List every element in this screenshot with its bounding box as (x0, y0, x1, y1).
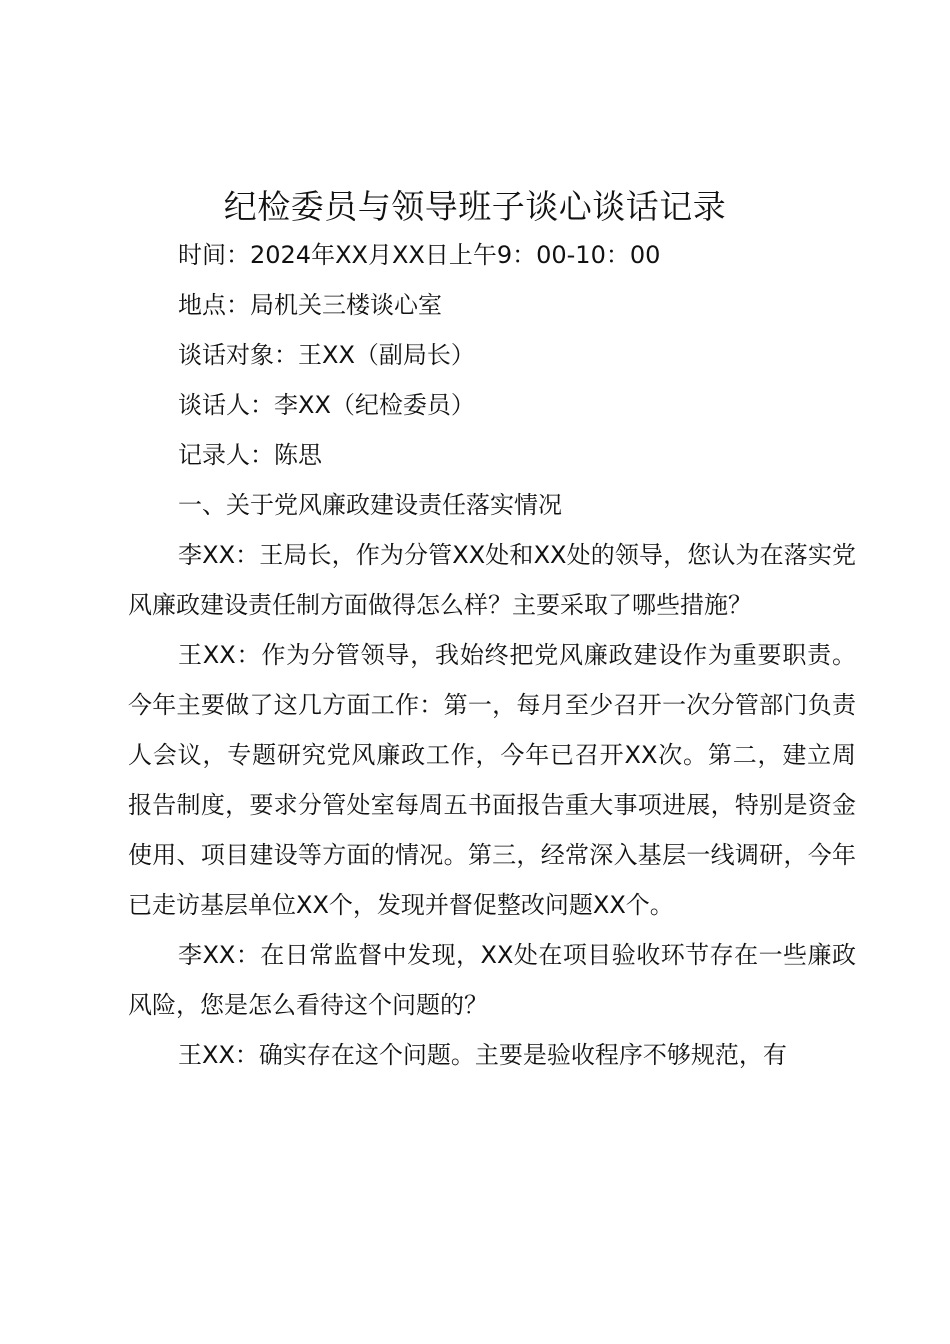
meeting-info (128, 230, 856, 480)
document-title: 纪检委员与领导班子谈心谈话记录 (223, 187, 727, 226)
dialogue-paragraph: 王XX：作为分管领导，我始终把党风廉政建设作为重要职责。今年主要做了这几方面工作：第一，每月至少召开一次分管部门负责人会议，专题研究党风廉政工作，今年已召开XX次。第二，建立周报告制度，要求分管处室每周五书面报告重大事项进展，特别是资金使用、项目建设等方面的情况。第三，经常深入基层一线调研，今年已走访基层单位XX个，发现并督促整改问题XX个。 (128, 641, 856, 919)
dialogue-paragraph: 王XX：确实存在这个问题。主要是验收程序不够规范，有 (178, 1041, 787, 1069)
recorder: 记录人：陈思 (178, 441, 322, 469)
meeting-time: 时间：2024年XX月XX日上午9：00-10：00 (178, 241, 661, 269)
interviewee: 谈话对象：王XX（副局长） (178, 341, 475, 369)
interviewer: 谈话人：李XX（纪检委员） (178, 391, 475, 419)
meeting-location: 地点：局机关三楼谈心室 (178, 291, 442, 319)
document-body (128, 480, 856, 1080)
section-heading: 一、关于党风廉政建设责任落实情况 (178, 491, 562, 519)
dialogue-paragraph: 李XX：王局长，作为分管XX处和XX处的领导，您认为在落实党风廉政建设责任制方面做得怎么样？主要采取了哪些措施？ (128, 541, 856, 619)
dialogue-paragraph: 李XX：在日常监督中发现，XX处在项目验收环节存在一些廉政风险，您是怎么看待这个问题的？ (128, 941, 856, 1019)
